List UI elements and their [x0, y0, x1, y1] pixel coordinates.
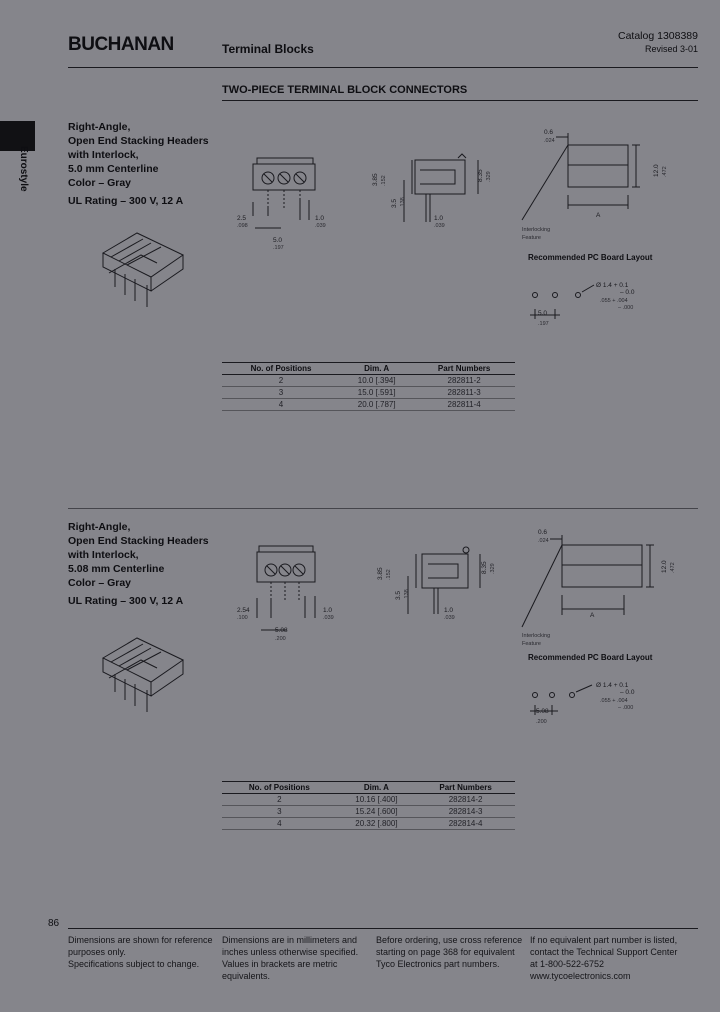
offset-mm: 2.5: [237, 215, 247, 222]
col-header: Dim. A: [337, 782, 417, 794]
footer-line: Dimensions are shown for reference: [68, 935, 213, 945]
table-header-row: [222, 363, 515, 375]
hole-in: .055 + .004: [600, 698, 628, 704]
col-header: Part Numbers: [413, 363, 515, 375]
product-2-side-view: [360, 538, 500, 628]
footer-column-3: [376, 934, 522, 970]
top-in: .024: [544, 138, 555, 144]
body-mm: 8.35: [477, 169, 484, 182]
description-line: with Interlock,: [68, 149, 139, 161]
part-number-cell: 282811-2: [413, 375, 515, 387]
hole-dia: Ø 1.4 + 0.1: [596, 282, 629, 289]
hole-tol: – 0.0: [620, 289, 635, 296]
page-heading: TWO-PIECE TERMINAL BLOCK CONNECTORS: [222, 84, 468, 96]
positions-cell: 3: [222, 806, 337, 818]
hole-dia: Ø 1.4 + 0.1: [596, 682, 629, 689]
table-row: [222, 387, 515, 399]
top-mm: 0.6: [544, 129, 554, 136]
footer-line: Specifications subject to change.: [68, 959, 200, 969]
part-number-cell: 282811-4: [413, 399, 515, 411]
side-tab-label: Eurostyle: [18, 146, 29, 192]
part-number-cell: 282814-3: [416, 806, 515, 818]
pcb-pitch-mm: 5.08: [536, 708, 549, 715]
col-header: No. of Positions: [222, 363, 340, 375]
table-row: [222, 399, 515, 411]
dim-a-cell: 10.0 [.394]: [340, 375, 413, 387]
footer-line: contact the Technical Support Center: [530, 947, 678, 957]
product-2-isometric-drawing: [95, 630, 190, 715]
table-row: [222, 794, 515, 806]
body-in: .329: [486, 171, 492, 182]
positions-cell: 2: [222, 375, 340, 387]
footer-line: Values in brackets are metric: [222, 959, 338, 969]
pcb-pitch-in: .200: [536, 719, 547, 725]
body-in: .329: [490, 563, 496, 574]
section-divider: [68, 508, 698, 509]
description-line: with Interlock,: [68, 549, 139, 561]
product-1-front-view: [235, 150, 325, 250]
description-line: 5.0 mm Centerline: [68, 163, 159, 175]
product-2-pcb-title: Recommended PC Board Layout: [528, 653, 653, 662]
heading-rule: [222, 100, 698, 101]
footer-rule: [68, 928, 698, 929]
side-in: .472: [662, 166, 668, 177]
side-mm: 12.0: [661, 560, 668, 573]
table-row: [222, 818, 515, 830]
body-mm: 8.35: [481, 561, 488, 574]
hole-in-tol: – .000: [618, 705, 634, 711]
positions-cell: 3: [222, 387, 340, 399]
product-1-isometric-drawing: [95, 225, 190, 310]
pcb-pitch-in: .197: [538, 321, 549, 327]
page-number: 86: [48, 918, 60, 929]
product-1-top-view: [520, 125, 670, 245]
interlock-label: Interlocking: [522, 227, 551, 233]
product-2-front-view: [235, 538, 334, 648]
lead-mm: 3.5: [391, 198, 398, 208]
footer-line: Dimensions are in millimeters and: [222, 935, 358, 945]
footer-column-1: [68, 934, 213, 970]
top-mm: 0.6: [538, 529, 548, 536]
product-1-description: [68, 120, 209, 190]
pin-mm: 1.0: [323, 607, 333, 614]
pin-mm-side: 1.0: [444, 607, 454, 614]
product-1-parts-table: [222, 362, 515, 411]
footer-column-2: [222, 934, 358, 982]
description-line: Color – Gray: [68, 577, 132, 589]
positions-cell: 4: [222, 399, 340, 411]
description-line: Open End Stacking Headers: [68, 135, 209, 147]
col-header: Dim. A: [340, 363, 413, 375]
product-2-pcb-layout: [520, 675, 670, 745]
pitch-in: .197: [273, 245, 284, 251]
footer-line: Before ordering, use cross reference: [376, 935, 523, 945]
description-line: Open End Stacking Headers: [68, 535, 209, 547]
offset-in: .100: [237, 615, 248, 621]
footer-line: at 1-800-522-6752: [530, 959, 605, 969]
lead-in: .138: [400, 197, 406, 208]
pitch-in: .200: [275, 636, 286, 642]
lead-in: .138: [404, 589, 410, 600]
footer-line: equivalents.: [222, 971, 271, 981]
footer-line: inches unless otherwise specified.: [222, 947, 359, 957]
pin-in: .039: [315, 223, 326, 229]
pin-in-side: .039: [444, 615, 455, 621]
footer-line: If no equivalent part number is listed,: [530, 935, 678, 945]
height-in: .152: [381, 175, 387, 186]
height-mm: 3.85: [372, 173, 379, 186]
dim-a-label: A: [590, 612, 595, 619]
description-line: Right-Angle,: [68, 121, 131, 133]
hole-in-tol: – .000: [618, 305, 634, 311]
lead-mm: 3.5: [395, 590, 402, 600]
footer-link[interactable]: www.tycoelectronics.com: [530, 971, 631, 981]
table-row: [222, 375, 515, 387]
pin-mm-side: 1.0: [434, 215, 444, 222]
interlock-label-2: Feature: [522, 235, 541, 241]
product-2-description: [68, 520, 209, 590]
footer-column-4: [530, 934, 677, 982]
height-in: .152: [386, 569, 392, 580]
height-mm: 3.85: [377, 567, 384, 580]
offset-mm: 2.54: [237, 607, 250, 614]
dim-a-cell: 15.0 [.591]: [340, 387, 413, 399]
product-2-parts-table: [222, 781, 515, 830]
positions-cell: 4: [222, 818, 337, 830]
section-title: Terminal Blocks: [222, 42, 314, 56]
description-line: 5.08 mm Centerline: [68, 563, 165, 575]
offset-in: .098: [237, 223, 248, 229]
pitch-mm: 5.0: [273, 237, 283, 244]
product-1-side-view: [360, 150, 500, 235]
dim-a-label: A: [596, 212, 601, 219]
pin-mm: 1.0: [315, 215, 325, 222]
product-1-pcb-title: Recommended PC Board Layout: [528, 253, 653, 262]
part-number-cell: 282811-3: [413, 387, 515, 399]
interlock-label: Interlocking: [522, 633, 551, 639]
catalog-number: Catalog 1308389: [618, 30, 698, 42]
description-line: Color – Gray: [68, 177, 132, 189]
product-1-pcb-layout: [520, 275, 670, 330]
positions-cell: 2: [222, 794, 337, 806]
hole-in: .055 + .004: [600, 298, 628, 304]
footer-line: purposes only.: [68, 947, 126, 957]
footer-line: starting on page 368 for equivalent: [376, 947, 515, 957]
part-number-cell: 282814-4: [416, 818, 515, 830]
hole-tol: – 0.0: [620, 689, 635, 696]
revised-date: Revised 3-01: [644, 44, 698, 54]
pin-in: .039: [323, 615, 334, 621]
table-header-row: [222, 782, 515, 794]
pitch-mm: 5.08: [275, 627, 288, 634]
product-2-top-view: [520, 525, 676, 650]
pcb-pitch-mm: 5.0: [538, 310, 548, 317]
header-rule: [68, 67, 698, 68]
interlock-label-2: Feature: [522, 641, 541, 647]
part-number-cell: 282814-2: [416, 794, 515, 806]
dim-a-cell: 20.0 [.787]: [340, 399, 413, 411]
top-in: .024: [538, 538, 549, 544]
pin-in-side: .039: [434, 223, 445, 229]
side-in: .472: [670, 562, 676, 573]
table-row: [222, 806, 515, 818]
footer-line: Tyco Electronics part numbers.: [376, 959, 500, 969]
product-2-rating: UL Rating – 300 V, 12 A: [68, 595, 184, 607]
col-header: Part Numbers: [416, 782, 515, 794]
col-header: No. of Positions: [222, 782, 337, 794]
dim-a-cell: 15.24 [.600]: [337, 806, 417, 818]
side-mm: 12.0: [653, 164, 660, 177]
brand-logo: BUCHANAN: [68, 34, 174, 55]
dim-a-cell: 10.16 [.400]: [337, 794, 417, 806]
product-1-rating: UL Rating – 300 V, 12 A: [68, 195, 184, 207]
description-line: Right-Angle,: [68, 521, 131, 533]
dim-a-cell: 20.32 [.800]: [337, 818, 417, 830]
